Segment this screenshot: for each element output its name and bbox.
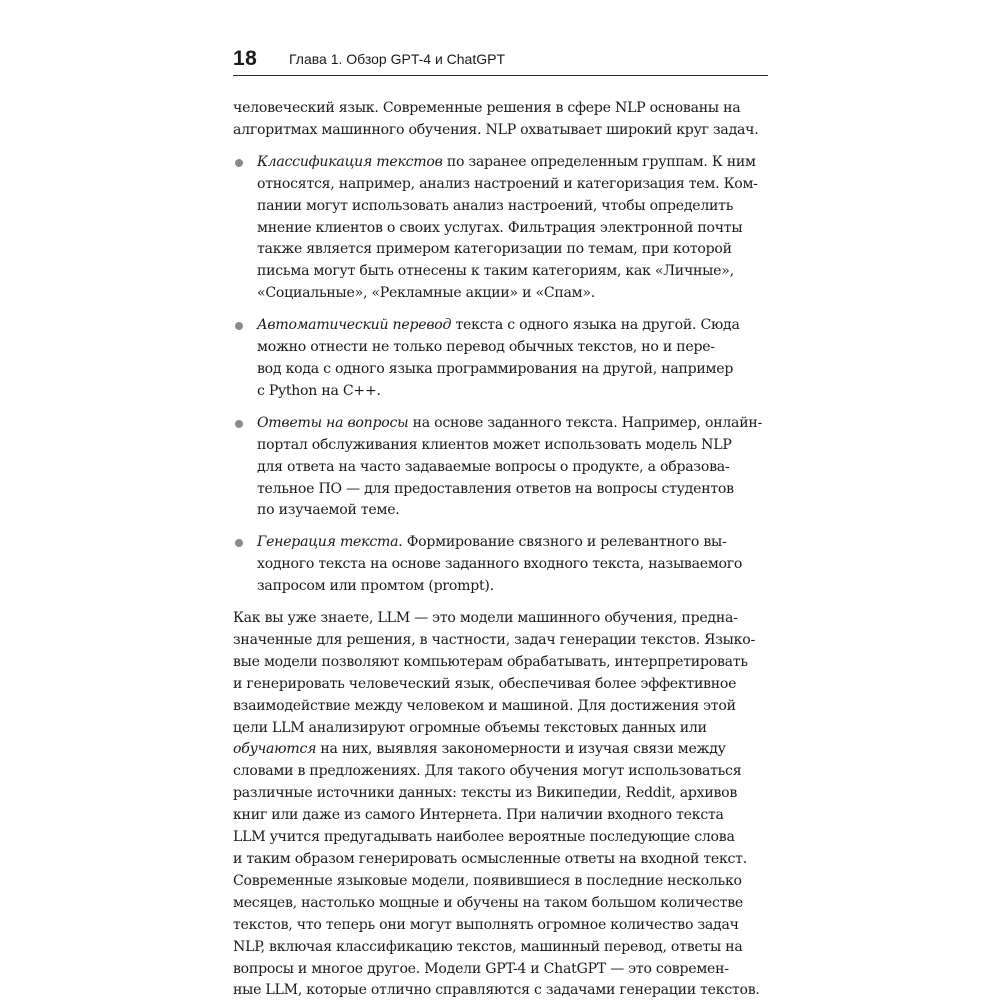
page-body — [233, 98, 768, 1002]
intro-paragraph — [233, 98, 768, 142]
text-line: Современные языковые модели, появившиеся в последние несколько — [233, 872, 742, 889]
bullet-term: Автоматический перевод — [257, 317, 452, 334]
bullet-item-classification — [233, 152, 768, 305]
italic-word: обучаются — [233, 741, 317, 758]
text-line: . Формирование связного и релевантного вы- — [398, 534, 727, 551]
text-line: цели LLM анализируют огромные объемы текстовых данных или — [233, 719, 707, 736]
text-line: месяцев, настолько мощные и обучены на таком большом количестве — [233, 894, 743, 911]
bullet-term: Классификация текстов — [257, 153, 443, 170]
bullet-icon — [235, 420, 243, 428]
text-line: письма могут быть отнесены к таким категориям, как «Личные», — [257, 263, 734, 280]
text-line: на них, выявляя закономерности и изучая связи между — [316, 741, 726, 758]
text-line: человеческий язык. Современные решения в сфере NLP основаны на — [233, 100, 741, 116]
bullet-item-generation — [233, 532, 768, 598]
text-line: LLM учится предугадывать наиболее вероятные последующие слова — [233, 829, 735, 846]
text-line: текста с одного языка на другой. Сюда — [451, 317, 740, 334]
bullet-icon — [235, 322, 243, 330]
text-line: можно отнести не только перевод обычных текстов, но и пере- — [257, 339, 715, 356]
text-line: мнение клиентов о своих услугах. Фильтрация электронной почты — [257, 219, 743, 236]
text-line: ные LLM, которые отлично справляются с задачами генерации текстов. — [233, 982, 760, 999]
text-line: для ответа на часто задаваемые вопросы о продукте, а образова- — [257, 458, 730, 475]
text-line: с Python на C++. — [257, 382, 381, 399]
bullet-icon — [235, 159, 243, 167]
body-paragraph — [233, 608, 768, 1002]
bullet-item-translation — [233, 315, 768, 403]
text-line: взаимодействие между человеком и машиной. Для достижения этой — [233, 697, 736, 714]
text-line: «Социальные», «Рекламные акции» и «Спам». — [257, 285, 595, 302]
page-number: 18 — [233, 47, 258, 70]
text-line: вопросы и многое другое. Модели GPT-4 и ChatGPT — это современ- — [233, 960, 729, 977]
text-line: и генерировать человеческий язык, обеспечивая более эффективное — [233, 675, 737, 692]
text-line: на основе заданного текста. Например, онлайн- — [408, 414, 762, 431]
text-line: пании могут использовать анализ настроений, чтобы определить — [257, 197, 734, 214]
text-line: Как вы уже знаете, LLM — это модели машинного обучения, предна- — [233, 610, 738, 627]
text-line: словами в предложениях. Для такого обучения могут использоваться — [233, 763, 742, 780]
text-line: NLP, включая классификацию текстов, машинный перевод, ответы на — [233, 938, 743, 955]
text-line: по изучаемой теме. — [257, 502, 400, 519]
bullet-list — [233, 152, 768, 598]
bullet-item-qa — [233, 413, 768, 523]
text-line: различные источники данных: тексты из Википедии, Reddit, архивов — [233, 785, 738, 802]
bullet-icon — [235, 539, 243, 547]
text-line: значенные для решения, в частности, задач генерации текстов. Языко- — [233, 631, 755, 648]
bullet-term: Генерация текста — [257, 534, 399, 551]
running-head: Глава 1. Обзор GPT-4 и ChatGPT — [289, 51, 506, 67]
text-line: запросом или промтом (prompt). — [257, 578, 494, 595]
text-line: ходного текста на основе заданного входного текста, называемого — [257, 556, 743, 573]
text-line: вод кода с одного языка программирования на другой, например — [257, 360, 734, 377]
text-line: вые модели позволяют компьютерам обрабатывать, интерпретировать — [233, 653, 748, 670]
text-line: тельное ПО — для предоставления ответов на вопросы студентов — [257, 480, 734, 497]
text-line: книг или даже из самого Интернета. При наличии входного текста — [233, 807, 724, 824]
text-line: портал обслуживания клиентов может использовать модель NLP — [257, 436, 732, 453]
text-line: текстов, что теперь они могут выполнять огромное количество задач — [233, 916, 739, 933]
text-line: по заранее определенным группам. К ним — [442, 153, 756, 170]
text-line: также является примером категоризации по темам, при которой — [257, 241, 732, 258]
text-line: алгоритмах машинного обучения. NLP охватывает широкий круг задач. — [233, 121, 759, 138]
bullet-term: Ответы на вопросы — [257, 414, 409, 431]
page-header — [233, 45, 768, 76]
text-line: и таким образом генерировать осмысленные ответы на входной текст. — [233, 851, 747, 867]
text-line: относятся, например, анализ настроений и категоризация тем. Ком- — [257, 175, 758, 192]
